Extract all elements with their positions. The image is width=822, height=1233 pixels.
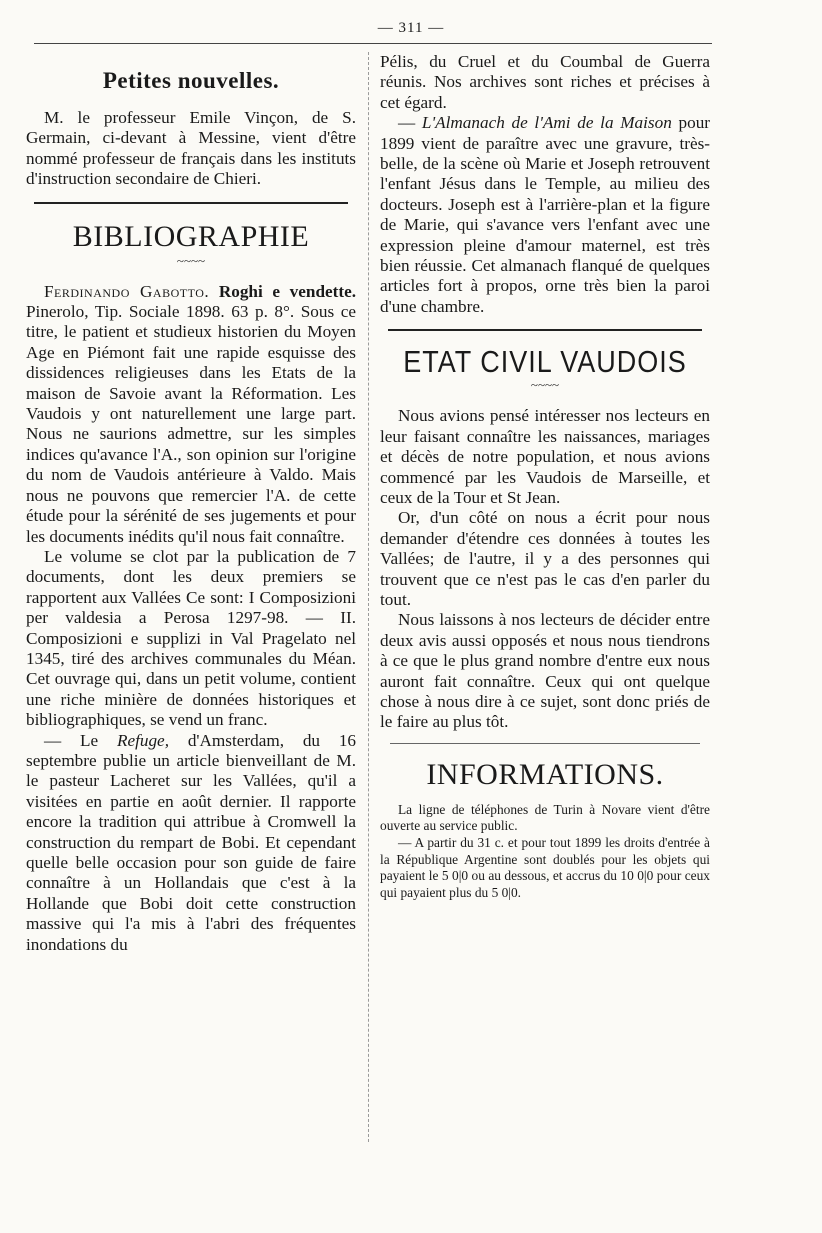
etat-civil-heading: ETAT CIVIL VAUDOIS xyxy=(403,345,687,380)
bibliographie-ornament: ~~~~ xyxy=(176,252,206,268)
etat-civil-ornament: ~~~~ xyxy=(530,377,560,393)
right-column xyxy=(380,52,710,901)
page-number: — 311 — xyxy=(377,20,445,36)
column-divider xyxy=(368,52,369,1142)
bibliographie-paragraph-1 xyxy=(26,282,356,547)
almanach-title: L'Almanach de l'Ami de la Maison xyxy=(421,113,672,133)
etat-civil-paragraph-3: Nous laissons à nos lecteurs de décider entre deux avis aussi opposés et nous nous tiendrons à ce que le plus grand nombre d'entre eux nous auront fait connaître. Ceux qui ont quelque chose à nous dire à ce sujet, sont donc priés de le faire au plus tôt. xyxy=(380,610,710,732)
informations-heading: INFORMATIONS. xyxy=(426,757,664,791)
informations-paragraph-2: — A partir du 31 c. et pour tout 1899 les droits d'entrée à la République Argentine sont doublés pour les objets qui payaient le 5 0|0 ou au dessous, et accrus du 10 0|0 pour ceux qui payaient plus du 5 0|0. xyxy=(380,834,710,900)
informations-paragraph-1: La ligne de téléphones de Turin à Novare vient d'être ouverte au service public. xyxy=(380,801,710,834)
left-column xyxy=(26,52,356,955)
almanach-text: pour 1899 vient de paraître avec une gravure, très-belle, de la scène où Marie et Joseph retrouvent l'enfant Jésus dans le Temple, au milieu des docteurs. Joseph est à l'arrière-plan et la figure de Marie, qui s'avance vers l'enfant avec une expression pleine d'amour maternel, est très bien réussie. Cet almanach flanqué de quelques articles fort à propos, orne très bien la paroi d'une chambre. xyxy=(380,113,711,316)
section-rule xyxy=(34,202,348,204)
header-rule xyxy=(34,43,712,44)
etat-civil-paragraph-2: Or, d'un côté on nous a écrit pour nous demander d'étendre ces données à toutes les Vallées; de l'autre, il y a des personnes qui trouvent que ce n'est pas le cas d'en parler du tout. xyxy=(380,508,710,609)
refuge-title: Refuge, xyxy=(116,730,169,750)
petites-nouvelles-heading: Petites nouvelles. xyxy=(102,68,280,93)
bibliographie-paragraph-3 xyxy=(26,731,356,955)
refuge-text: d'Amsterdam, du 16 septembre publie un article bienveillant de M. le pasteur Lacheret sur les Vallées, qu'il a visitées en partie en août dernier. Il rapporte encore la tradition qui attribue à Cromwell la construction du rempart de Bobi. Et cependant quelle belle occasion pour son guide de faire connaître à un Hollandais que c'est à la Hollande que Bobi doit cette construction massive qui l'a mis à l'abri des fréquentes inondations du xyxy=(26,730,357,954)
refuge-lead: — Le xyxy=(44,730,99,750)
book-title: Roghi e vendette. xyxy=(218,281,357,301)
etat-civil-paragraph-1: Nous avions pensé intéresser nos lecteurs en leur faisant connaître les naissances, mariages et décès de notre population, et nous avions commencé par les Vaudois de Marseille, et ceux de la Tour et St Jean. xyxy=(380,406,710,507)
petites-nouvelles-text: M. le professeur Emile Vinçon, de S. Germain, ci-devant à Messine, vient d'être nommé professeur de français dans les instituts d'instruction secondaire de Chieri. xyxy=(26,108,356,189)
almanach-paragraph xyxy=(380,113,710,317)
bibliographie-paragraph-2: Le volume se clot par la publication de 7 documents, dont les deux premiers se rapportent aux Vallées Ce sont: I Composizioni per valdesia a Perosa 1297-98. — II. Composizioni e supplizi in Val Pragelato nel 1345, tiré des archives communales du Méan. Cet ouvrage qui, dans un petit volume, contient une riche minière de données historiques et bibliographiques, se vend un franc. xyxy=(26,546,356,730)
section-rule xyxy=(388,329,702,331)
book-review-text: Pinerolo, Tip. Sociale 1898. 63 p. 8°. Sous ce titre, le patient et studieux historien du Moyen Age en Piémont fait une rapide esquisse des dissidences religieuses dans les Etats de la maison de Savoie avant la Réformation. Les Vaudois y ont naturellement une large part. Nous ne saurions admettre, sur les simples indices qu'avance l'A., son opinion sur l'origine du nom de Vaudois antérieure à Valdo. Mais nous ne pouvons que remercier l'A. de cette étude pour la sérénité de ses jugements et pour les documents inédits qu'il nous fait connaître. xyxy=(26,302,356,546)
almanach-lead: — xyxy=(398,113,416,133)
section-rule-thin xyxy=(390,743,700,744)
bibliographie-heading: BIBLIOGRAPHIE xyxy=(72,219,310,253)
continued-paragraph: Pélis, du Cruel et du Coumbal de Guerra réunis. Nos archives sont riches et précises à cet égard. xyxy=(380,52,710,112)
book-author: Ferdinando Gabotto. xyxy=(44,281,210,301)
